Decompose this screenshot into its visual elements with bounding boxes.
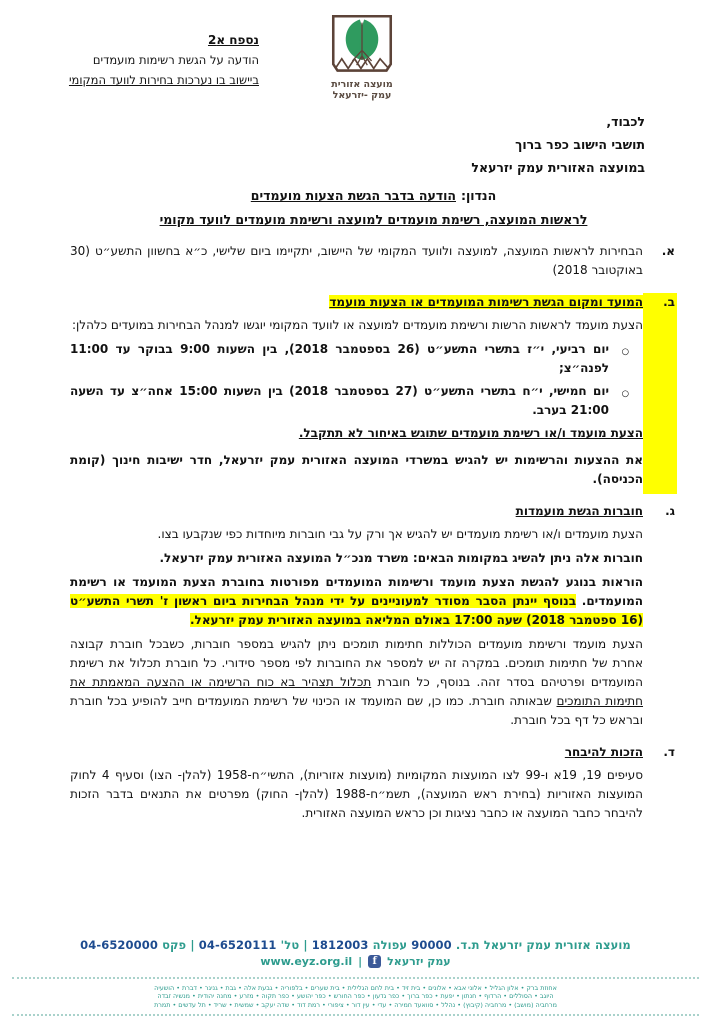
instructions-text bbox=[70, 573, 643, 630]
eligibility-text: סעיפים 19, 19א ו-99 לצו המועצות המקומיות (מועצות אזוריות), התשי״ח-1958 (להלן- הצו) וסעיף 4 לחוק המועצות האזוריות (בחירת ראש המועצה), תשמ״ח-1988 (להלן- החוק) מפרטים את התנאים בדבר הזכות להיבחר כחבר המועצה או כחבר נציגות וכן כראש המועצה האזורית. bbox=[70, 768, 644, 820]
facebook-icon[interactable]: f bbox=[368, 955, 381, 968]
village-line-1: אחוזת ברק • אלון הגליל • אלוני אבא • אלונים • בית זיד • בית לחם הגלילית • בית שערים • בלפוריה • גבעת אלה • גבת • גניגר • דברת • הושעיה bbox=[154, 984, 557, 992]
affidavit-underlined-text: תכלול תצהיר בא כוח הרשימה או ההצעה המאמתת את חתימות התומכים bbox=[70, 675, 644, 708]
instructions-plain: הוראות בנוגע להגשת הצעת מועמד ורשימות המועמדים מפורטות בחוברת הצעת המועמד או רשימת המועמדים. bbox=[70, 575, 643, 608]
open-book-leaves-icon bbox=[321, 12, 403, 78]
submission-date-item bbox=[70, 382, 629, 420]
submission-date-item bbox=[70, 340, 629, 378]
recipient-line-settlement: תושבי הישוב כפר ברוך bbox=[515, 137, 645, 152]
section-c bbox=[70, 502, 677, 735]
subject-block bbox=[70, 184, 677, 232]
section-b bbox=[70, 293, 677, 494]
submission-date-2: יום חמישי, י״ח בתשרי התשע״ט (27 בספטמבר 2018) בין השעות 15:00 אחה״צ עד השעה 21:00 בערב. bbox=[70, 384, 609, 417]
footer-pob: 90000 bbox=[411, 938, 452, 952]
section-c-letter: ג. bbox=[665, 504, 675, 518]
letter-body bbox=[70, 184, 677, 836]
submission-dates-list bbox=[70, 340, 629, 420]
footer-tel-label: טל' bbox=[280, 938, 300, 952]
multiple-booklets-text: הצעת מועמד ורשימת מועמדים הכוללות חתימות תומכים ניתן להגיש במספר חוברות, כשבכל חוברת קבוצה אחרת של חתימות תומכים. במקרה זה יש למספר את החוברות לפי מספר סידורי. כל חוברת תכלול את רשימת המועמדים ופרטיהם בסדר זהה. בנוסף, כל חוברת תכלול תצהיר בא כוח הרשימה או ההצעה המאמתת את חתימות התומכים שבאותה חוברת. כמו כן, שם המועמד או הכינוי של רשימת המועמדים חייב להופיע בכל חוברת ובראש כל דף בכל חוברת. bbox=[70, 637, 644, 727]
village-line-3: מרחביה (מושב) • מרחביה (קיבוץ) • נהלל • סוואעד חמירה • עדי • עין דור • ציפורי • רמת דוד • שדה יעקב • שמשית • שריד • תל עדשים • תמרת bbox=[154, 1000, 557, 1009]
footer-contact-line bbox=[0, 938, 711, 952]
recipient-salutation: לכבוד, bbox=[606, 114, 645, 129]
footer-social-line bbox=[0, 955, 711, 968]
footer-separator: | bbox=[303, 938, 308, 952]
booklet-availability-text: חוברות אלה ניתן להשיג במקומות הבאים: משרד מנכ״ל המועצה האזורית עמק יזרעאל. bbox=[159, 551, 643, 565]
section-b-intro: הצעת מועמד לראשות הרשות ורשימת מועמדים למועצה או לוועד המקומי יוגשו למנהל הבחירות במועדים כלהלן: bbox=[71, 318, 643, 332]
recipient-block bbox=[471, 110, 645, 179]
instructions-highlight: בנוסף יינתן הסבר מסודר למעוניינים על ידי מנהל הבחירות ביום ראשון ז' תשרי התשע״ט (16 ספטמבר 2018) שעה 17:00 באולם המליאה במועצה האזורית עמק יזרעאל. bbox=[70, 594, 643, 627]
subject-line-2: לראשות המועצה, רשימת מועמדים למועצה ורשימת מועמדים לוועד מקומי bbox=[159, 212, 588, 227]
election-date-text: הבחירות לראשות המועצה, למועצה ולוועד המקומי של היישוב, יתקיימו ביום שלישי, כ״א בחשוון התשע״ט (30 באוקטובר 2018) bbox=[70, 244, 643, 277]
logo-org-name: מועצה אזורית עמק -יזרעאל bbox=[331, 79, 393, 101]
section-a-letter: א. bbox=[661, 244, 675, 258]
section-b-title: המועד ומקום הגשת רשימות המועמדים או הצעות מועמד bbox=[329, 295, 643, 309]
section-d-title: הזכות להיבחר bbox=[564, 745, 643, 759]
late-submission-warning: הצעת מועמד ו/או רשימת מועמדים שתוגש באיחור לא תתקבל. bbox=[298, 426, 643, 440]
council-logo bbox=[321, 12, 403, 101]
submission-date-1: יום רביעי, י״ז בתשרי התשע״ט (26 בספטמבר 2018), בין השעות 9:00 בבוקר עד 11:00 לפנה״צ; bbox=[70, 342, 609, 375]
dotted-divider bbox=[12, 977, 699, 979]
village-line-2: היוגב • הסוללים • הרדוף • חנתון • יפעת • כפר ברוך • כפר גדעון • כפר החורש • כפר יהושע • כפר תקוה • מזרע • מחנה יהודית • מנשיה זבדה bbox=[157, 992, 554, 1001]
booklet-requirement-text: הצעת מועמדים ו/או רשימת מועמדים יש להגיש אך ורק על גבי חוברות מיוחדות כפי שנקבעו בצו. bbox=[157, 527, 643, 541]
footer-fax-label: פקס bbox=[162, 938, 187, 952]
appendix-subtitle-1: הודעה על הגשת רשימות מועמדים bbox=[92, 53, 259, 67]
subject-line-1 bbox=[70, 184, 677, 208]
recipient-line-council: במועצה האזורית עמק יזרעאל bbox=[471, 160, 645, 175]
submission-location-text: את ההצעות והרשימות יש להגיש במשרדי המועצה האזורית עמק יזרעאל, חדר ישיבות חינוך (קומת הכניסה). bbox=[70, 453, 643, 486]
subject-prefix: הנדון: bbox=[461, 188, 497, 203]
section-d bbox=[70, 743, 677, 828]
footer-zip: 1812003 bbox=[311, 938, 369, 952]
appendix-subtitle-2: ביישוב בו נערכות בחירות לוועד המקומי bbox=[68, 73, 259, 87]
footer-separator: | bbox=[358, 955, 363, 968]
circle-bullet-icon: ○ bbox=[621, 389, 629, 399]
footer-tel-number: 04-6520111 bbox=[198, 938, 277, 952]
villages-list bbox=[0, 984, 711, 1009]
section-b-letter: ב. bbox=[643, 293, 677, 494]
section-a bbox=[70, 242, 677, 285]
circle-bullet-icon: ○ bbox=[621, 347, 629, 357]
section-d-letter: ד. bbox=[663, 745, 675, 759]
footer-separator: | bbox=[190, 938, 195, 952]
footer-city: עפולה bbox=[372, 938, 408, 952]
footer-address: מועצה אזורית עמק יזרעאל ת.ד. bbox=[455, 938, 631, 952]
appendix-title: נספח א2 bbox=[207, 33, 259, 47]
facebook-page-name: עמק יזרעאל bbox=[387, 955, 451, 968]
section-c-title: חוברות הגשת מועמדות bbox=[515, 504, 643, 518]
footer-fax-number: 04-6520000 bbox=[80, 938, 158, 952]
website-url[interactable]: www.eyz.org.il bbox=[260, 955, 353, 968]
dotted-divider bbox=[12, 1014, 699, 1016]
appendix-note bbox=[45, 30, 259, 90]
subject-title: הודעה בדבר הגשת הצעות מועמדים bbox=[250, 188, 456, 203]
footer bbox=[0, 938, 711, 1016]
